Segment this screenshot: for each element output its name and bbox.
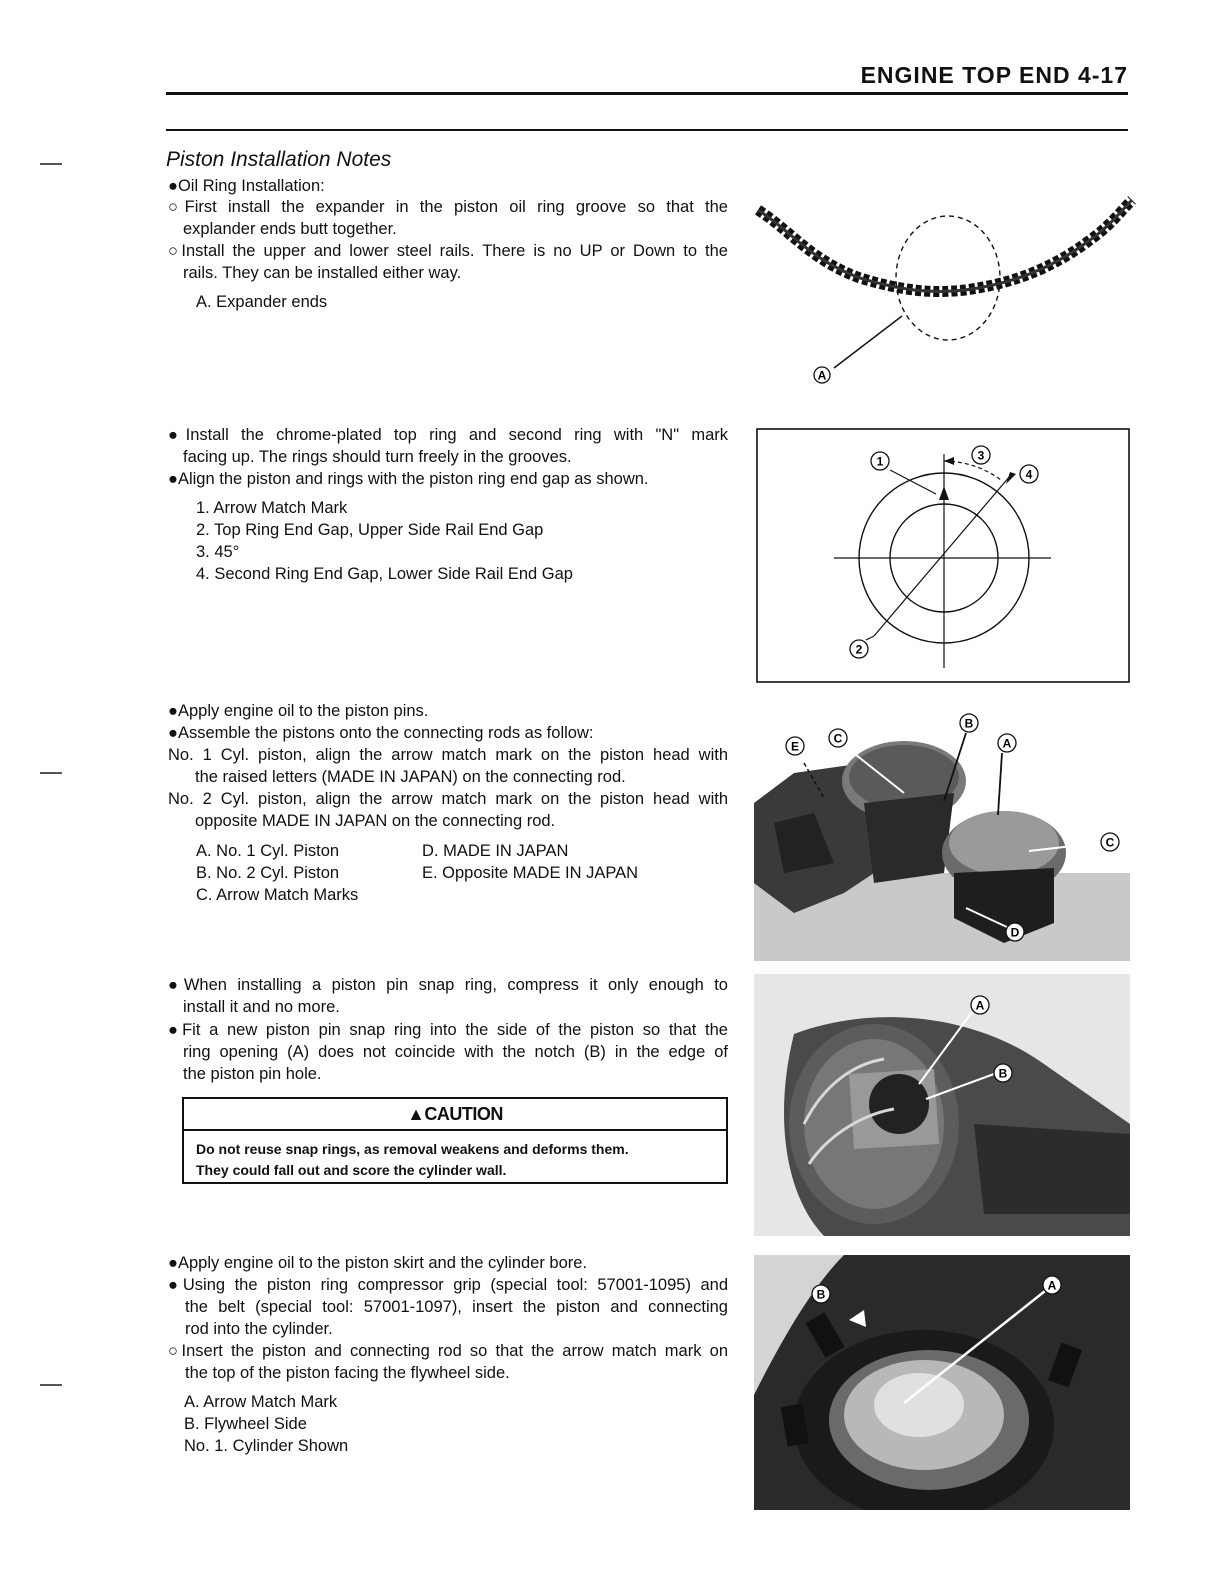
body-line: opposite MADE IN JAPAN on the connecting rod. [195, 812, 556, 830]
legend-item: 3. 45° [196, 543, 240, 561]
caution-header [184, 1099, 726, 1131]
body-line: the belt (special tool: 57001-1097), insert the piston and connecting [185, 1298, 728, 1316]
section-rule [166, 129, 1128, 131]
margin-mark [40, 1384, 62, 1386]
legend-item: 2. Top Ring End Gap, Upper Side Rail End Gap [196, 521, 544, 539]
body-line: ●Oil Ring Installation: [168, 177, 325, 195]
margin-mark [40, 163, 62, 165]
body-line: the top of the piston facing the flywheel side. [185, 1364, 510, 1382]
body-line: ●Using the piston ring compressor grip (special tool: 57001-1095) and [168, 1276, 728, 1294]
figure-callout: 2 [855, 642, 863, 657]
caution-box [182, 1097, 728, 1184]
legend-item: 4. Second Ring End Gap, Lower Side Rail End Gap [196, 565, 573, 583]
body-line: ring opening (A) does not coincide with the notch (B) in the edge of [183, 1043, 728, 1061]
figure-callout: E [790, 739, 800, 754]
legend-item: A. Expander ends [196, 293, 328, 311]
legend-item: E. Opposite MADE IN JAPAN [422, 864, 639, 882]
body-line: ●Fit a new piston pin snap ring into the side of the piston so that the [168, 1021, 728, 1039]
figure-callout: A [975, 998, 985, 1013]
body-line: ○First install the expander in the piston oil ring groove so that the [168, 198, 728, 216]
margin-mark [40, 772, 62, 774]
legend-item: A. Arrow Match Mark [184, 1393, 338, 1411]
figure-callout: 1 [876, 454, 884, 469]
body-line: install it and no more. [183, 998, 340, 1016]
figure-callout: C [833, 731, 843, 746]
body-line: ●Install the chrome-plated top ring and second ring with "N" mark [168, 426, 728, 444]
body-line: explander ends butt together. [183, 220, 397, 238]
body-line: ●Align the piston and rings with the piston ring end gap as shown. [168, 470, 649, 488]
legend-item: B. No. 2 Cyl. Piston [196, 864, 340, 882]
page-header-title: ENGINE TOP END 4-17 [860, 62, 1128, 88]
pistons-photo [754, 703, 1130, 961]
section-title: Piston Installation Notes [166, 148, 392, 171]
legend-item: B. Flywheel Side [184, 1415, 307, 1433]
legend-item: A. No. 1 Cyl. Piston [196, 842, 340, 860]
caution-line: Do not reuse snap rings, as removal weakens and deforms them. [196, 1141, 629, 1157]
piston-insert-photo [754, 1255, 1130, 1510]
body-line: facing up. The rings should turn freely in the grooves. [183, 448, 572, 466]
body-line: the piston pin hole. [183, 1065, 322, 1083]
figure-callout: D [1010, 925, 1020, 940]
body-line: ○Install the upper and lower steel rails. There is no UP or Down to the [168, 242, 728, 260]
warning-triangle-icon: ▲ [407, 1104, 425, 1124]
figure-callout: B [816, 1287, 826, 1302]
figure-callout: A [817, 368, 827, 383]
body-line: No. 2 Cyl. piston, align the arrow match mark on the piston head with [168, 790, 728, 808]
body-line: the raised letters (MADE IN JAPAN) on the connecting rod. [195, 768, 626, 786]
body-line: No. 1 Cyl. piston, align the arrow match mark on the piston head with [168, 746, 728, 764]
body-line: rod into the cylinder. [185, 1320, 333, 1338]
body-line: ●Apply engine oil to the piston skirt and the cylinder bore. [168, 1254, 588, 1272]
snap-ring-photo [754, 974, 1130, 1236]
figure-callout: A [1047, 1278, 1057, 1293]
figure-callout: C [1105, 835, 1115, 850]
legend-item: No. 1. Cylinder Shown [184, 1437, 349, 1455]
body-line: ●Apply engine oil to the piston pins. [168, 702, 429, 720]
figure-callout: A [1002, 736, 1012, 751]
legend-item: C. Arrow Match Marks [196, 886, 359, 904]
expander-figure [750, 190, 1140, 400]
body-line: ○Insert the piston and connecting rod so that the arrow match mark on [168, 1342, 728, 1360]
body-line: ●When installing a piston pin snap ring, compress it only enough to [168, 976, 728, 994]
header-rule [166, 92, 1128, 95]
ring-gap-diagram [756, 428, 1130, 684]
legend-item: D. MADE IN JAPAN [422, 842, 569, 860]
caution-title: CAUTION [424, 1104, 503, 1124]
figure-callout: B [998, 1066, 1008, 1081]
body-line: ●Assemble the pistons onto the connecting rods as follow: [168, 724, 594, 742]
figure-callout: B [964, 716, 974, 731]
body-line: rails. They can be installed either way. [183, 264, 462, 282]
figure-callout: 3 [977, 448, 985, 463]
figure-callout: 4 [1025, 467, 1033, 482]
legend-item: 1. Arrow Match Mark [196, 499, 348, 517]
caution-line: They could fall out and score the cylinder wall. [196, 1162, 507, 1178]
